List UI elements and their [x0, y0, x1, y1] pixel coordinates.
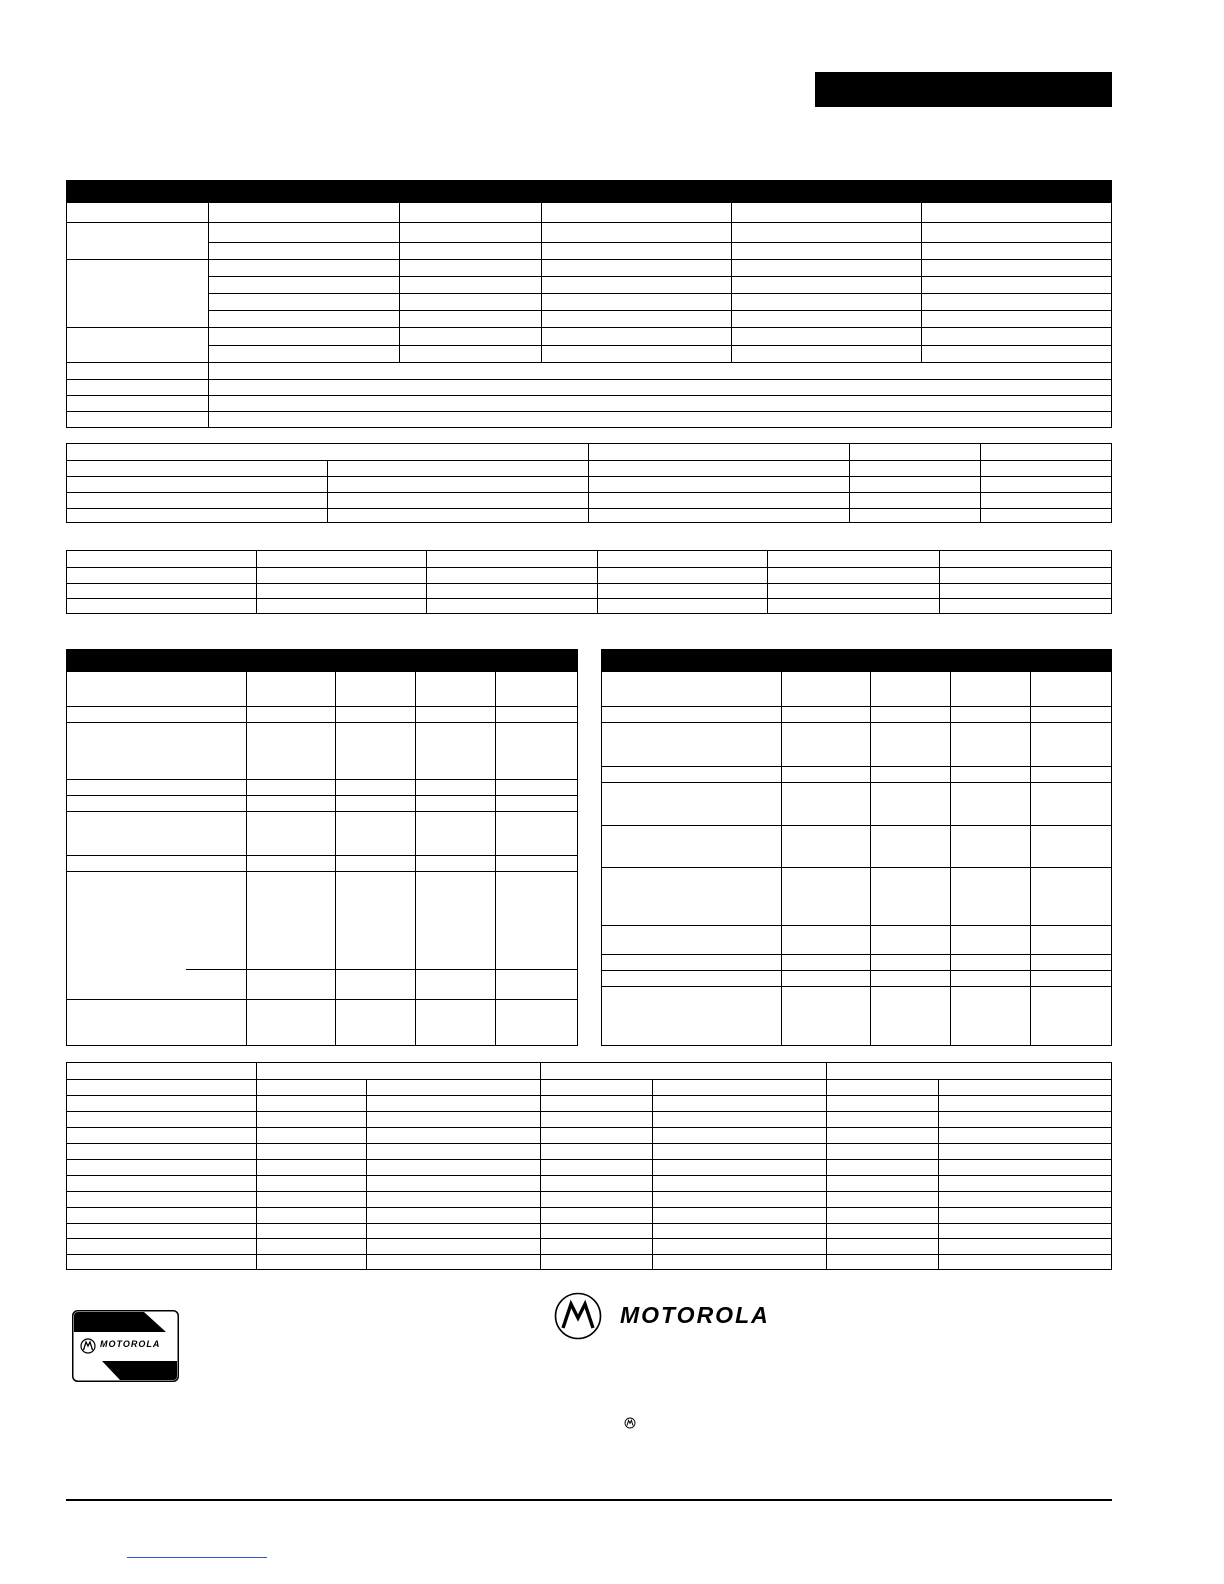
header-title-bar: [815, 72, 1112, 107]
spec-table-header-bar: [66, 180, 1112, 202]
ordering-table: [66, 443, 1112, 523]
motorola-badge: [72, 1310, 179, 1382]
right-table-header-bar: [601, 649, 1112, 671]
footer-rule: [66, 1499, 1112, 1501]
motorola-logo: [554, 1292, 814, 1340]
brand-wordmark: MOTOROLA: [620, 1302, 770, 1328]
right-performance-table: [601, 671, 1112, 1046]
motorola-batwing-icon: [554, 1292, 602, 1340]
motorola-small-mark-icon: [624, 1417, 636, 1429]
options-table: [66, 550, 1112, 614]
left-table-header-bar: [66, 649, 578, 671]
badge-brand-text: MOTOROLA: [100, 1339, 161, 1349]
left-performance-table: [66, 671, 578, 1046]
footer-link-underline[interactable]: [127, 1557, 267, 1558]
